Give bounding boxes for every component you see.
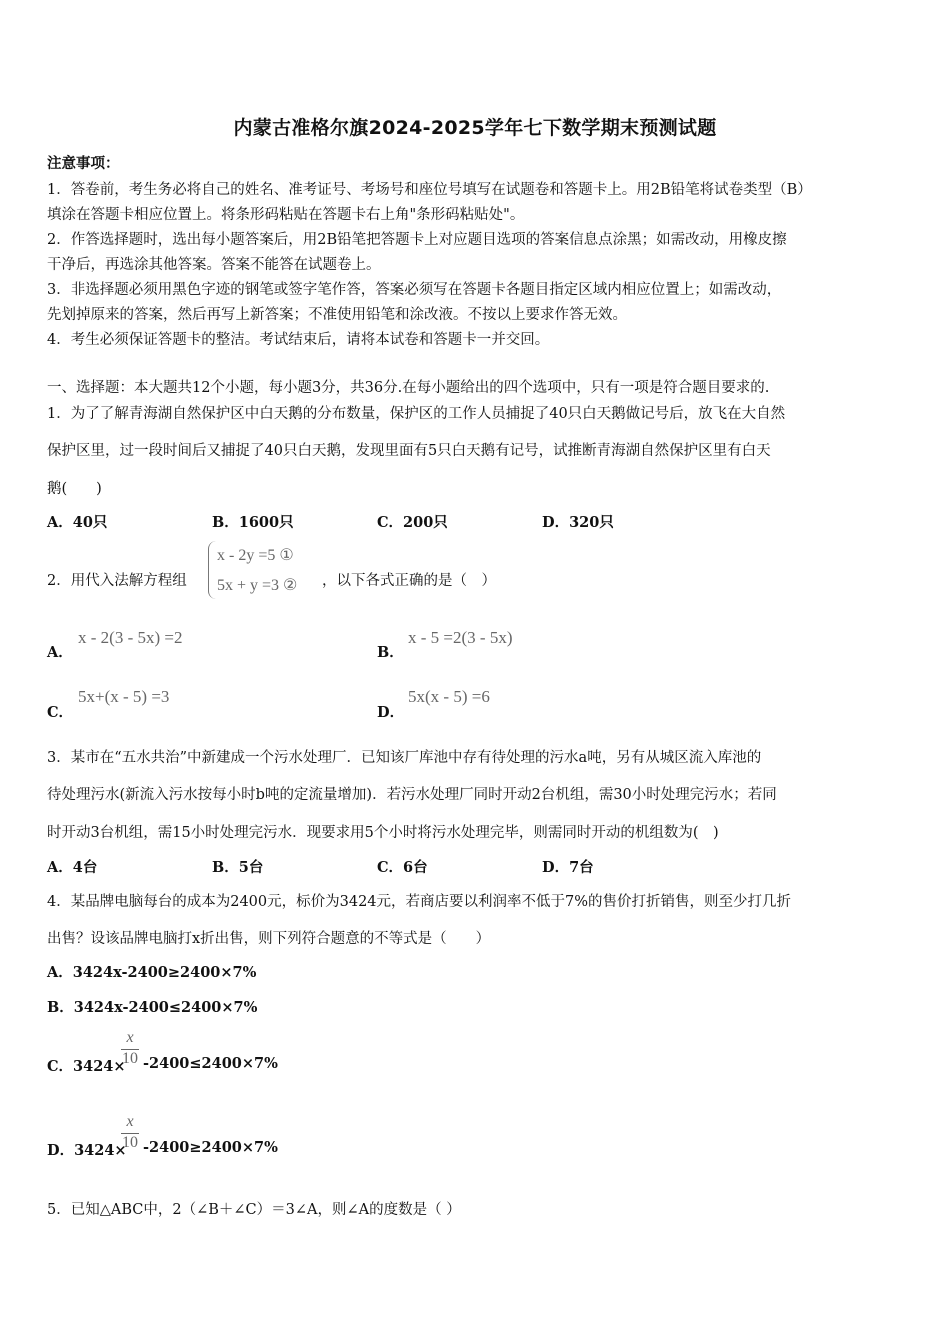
notice-line: 1．答卷前，考生务必将自己的姓名、准考证号、考场号和座位号填写在试题卷和答题卡上。用2B铅笔将试卷类型（B） <box>47 182 812 198</box>
q1-option-a: A．40只 <box>47 514 108 531</box>
q1-stem-line: 保护区里，过一段时间后又捕捉了40只白天鹅，发现里面有5只白天鹅有记号，试推断青海湖自然保护区里有白天 <box>47 443 771 459</box>
q4-option-d-prefix: D．3424× <box>47 1142 127 1159</box>
q1-option-b: B．1600只 <box>212 514 294 531</box>
q2-stem-suffix: ，以下各式正确的是（ ） <box>322 573 496 589</box>
notice-line: 3．非选择题必须用黑色字迹的钢笔或签字笔作答，答案必须写在答题卡各题目指定区域内相应位置上；如需改动， <box>47 282 782 298</box>
q4-option-c-prefix: C．3424× <box>47 1058 126 1075</box>
q4-option-b: B．3424x-2400≤2400×7% <box>47 999 258 1016</box>
page-title: 内蒙古准格尔旗2024-2025学年七下数学期末预测试题 <box>233 117 717 139</box>
notice-line: 先划掉原来的答案，然后再写上新答案；不准使用铅笔和涂改液。不按以上要求作答无效。 <box>47 307 627 323</box>
q2-equation-1: x - 2y =5 ① <box>217 547 294 564</box>
notice-heading: 注意事项： <box>47 155 120 172</box>
q3-stem-line: 时开动3台机组，需15小时处理完污水．现要求用5个小时将污水处理完毕，则需同时开动的机组数为( ) <box>47 825 719 841</box>
q3-option-a: A．4台 <box>47 859 98 876</box>
q3-stem-line: 3．某市在“五水共治”中新建成一个污水处理厂．已知该厂库池中存有待处理的污水a吨，另有从城区流入库池的 <box>47 750 762 766</box>
q4-option-c-suffix: -2400≤2400×7% <box>143 1055 278 1072</box>
fraction-numerator: x <box>126 1113 134 1130</box>
q2-stem-prefix: 2．用代入法解方程组 <box>47 573 187 589</box>
q3-option-c: C．6台 <box>377 859 428 876</box>
q4-stem-line: 4．某品牌电脑每台的成本为2400元，标价为3424元，若商店要以利润率不低于7%的售价打折销售，则至少打几折 <box>47 894 792 910</box>
notice-line: 4．考生必须保证答题卡的整洁。考试结束后，请将本试卷和答题卡一并交回。 <box>47 332 550 348</box>
q2-option-a-formula: x - 2(3 - 5x) =2 <box>78 628 183 647</box>
q1-stem-line: 1．为了了解青海湖自然保护区中白天鹅的分布数量，保护区的工作人员捕捉了40只白天鹅做记号后，放飞在大自然 <box>47 406 786 422</box>
q2-label-c: C． <box>47 704 74 721</box>
notice-line: 2．作答选择题时，选出每小题答案后，用2B铅笔把答题卡上对应题目选项的答案信息点涂黑；如需改动，用橡皮擦 <box>47 232 787 248</box>
q3-option-b: B．5台 <box>212 859 264 876</box>
section-heading: 一、选择题：本大题共12个小题，每小题3分，共36分.在每小题给出的四个选项中，只有一项是符合题目要求的. <box>47 380 770 396</box>
notice-line: 干净后，再选涂其他答案。答案不能答在试题卷上。 <box>47 257 381 273</box>
q2-option-b-formula: x - 5 =2(3 - 5x) <box>408 628 513 647</box>
q1-stem-line: 鹅( ) <box>47 481 102 497</box>
fraction-denominator: 10 <box>122 1134 138 1151</box>
q4-stem-line: 出售？设该品牌电脑打x折出售，则下列符合题意的不等式是（ ） <box>47 931 491 947</box>
q2-label-a: A． <box>47 644 73 661</box>
q1-option-d: D．320只 <box>542 514 614 531</box>
notice-line: 填涂在答题卡相应位置上。将条形码粘贴在答题卡右上角"条形码粘贴处"。 <box>47 207 525 223</box>
q3-stem-line: 待处理污水(新流入污水按每小时b吨的定流量增加)．若污水处理厂同时开动2台机组，需30小时处理完污水；若同 <box>47 787 777 803</box>
q2-label-b: B． <box>377 644 404 661</box>
fraction-denominator: 10 <box>122 1050 138 1067</box>
fraction-numerator: x <box>126 1029 134 1046</box>
q2-option-c-formula: 5x+(x - 5) =3 <box>78 687 170 706</box>
q2-option-d-formula: 5x(x - 5) =6 <box>408 687 490 706</box>
q1-option-c: C．200只 <box>377 514 448 531</box>
q3-option-d: D．7台 <box>542 859 594 876</box>
q4-option-d-suffix: -2400≥2400×7% <box>143 1139 278 1156</box>
q2-equation-2: 5x + y =3 ② <box>217 577 298 594</box>
q5-stem: 5．已知△ABC中，2（∠B＋∠C）＝3∠A，则∠A的度数是（ ） <box>47 1202 461 1218</box>
q4-option-c-fraction <box>119 1029 141 1068</box>
q4-option-d-fraction <box>119 1113 141 1152</box>
q4-option-a: A．3424x-2400≥2400×7% <box>47 964 257 981</box>
equation-brace <box>208 541 217 599</box>
q2-label-d: D． <box>377 704 405 721</box>
